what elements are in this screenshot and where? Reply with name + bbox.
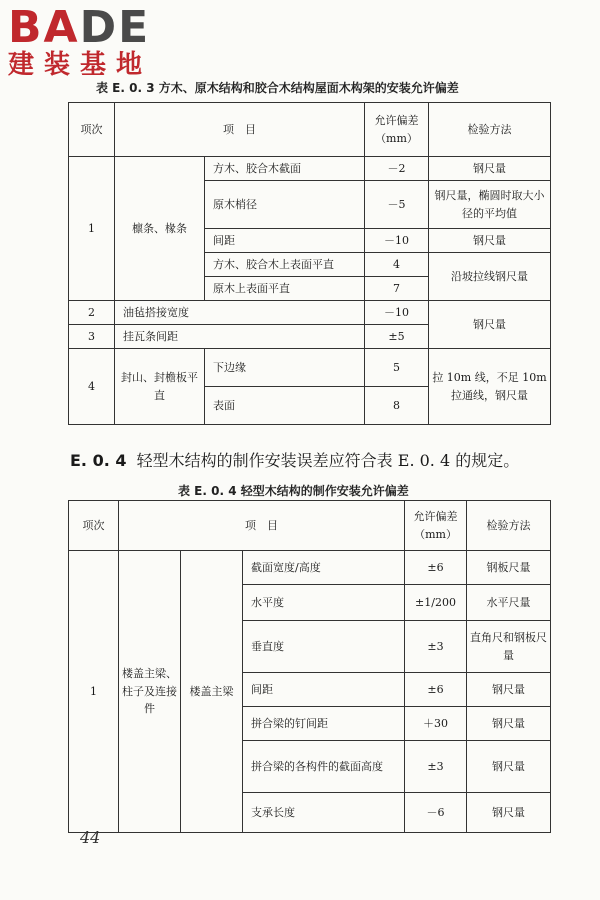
cell-method: 拉 10m 线，不足 10m 拉通线，钢尺量 [429,349,551,425]
cell-item: 拼合梁的各构件的截面高度 [243,741,405,793]
cell-subitem: 方木、胶合木上表面平直 [205,253,365,277]
site-logo [8,2,153,80]
header-tolerance: 允许偏差（mm） [405,501,467,551]
cell-subitem: 方木、胶合木截面 [205,157,365,181]
cell-tolerance: 4 [365,253,429,277]
cell-method: 钢尺量 [467,673,551,707]
cell-tolerance: －10 [365,229,429,253]
logo-rest-text: DE [79,2,151,53]
cell-subitem: 间距 [205,229,365,253]
cell-method: 钢尺量 [429,229,551,253]
cell-tolerance: 7 [365,277,429,301]
cell-no: 1 [69,551,119,833]
cell-method: 钢尺量 [429,301,551,349]
cell-tolerance: ＋30 [405,707,467,741]
cell-tolerance: ±3 [405,741,467,793]
clause-e04 [70,448,570,471]
cell-method: 钢板尺量 [467,551,551,585]
cell-tolerance: ±6 [405,551,467,585]
cell-tolerance: ±6 [405,673,467,707]
table-row [69,349,551,387]
cell-tolerance: －10 [365,301,429,325]
cell-no: 1 [69,157,115,301]
cell-tolerance: ±1/200 [405,585,467,621]
cell-method: 钢尺量 [467,741,551,793]
table-row [69,157,551,181]
header-item: 项 目 [119,501,405,551]
cell-tolerance: ±3 [405,621,467,673]
cell-subitem: 表面 [205,387,365,425]
header-item: 项 目 [115,103,365,157]
header-method: 检验方法 [429,103,551,157]
cell-item: 支承长度 [243,793,405,833]
header-no: 项次 [69,501,119,551]
cell-item: 截面宽度/高度 [243,551,405,585]
cell-tolerance: ±5 [365,325,429,349]
header-no: 项次 [69,103,115,157]
cell-method: 钢尺量 [429,157,551,181]
cell-method: 沿坡拉线钢尺量 [429,253,551,301]
cell-method: 水平尺量 [467,585,551,621]
table2-header-row [69,501,551,551]
cell-item: 拼合梁的钉间距 [243,707,405,741]
header-method: 检验方法 [467,501,551,551]
cell-no: 2 [69,301,115,325]
cell-tolerance: 8 [365,387,429,425]
logo-subtitle: 建装基地 [8,50,153,80]
clause-text: 轻型木结构的制作安装误差应符合表 E. 0. 4 的规定。 [136,451,520,470]
cell-item: 水平度 [243,585,405,621]
cell-group: 檩条、椽条 [115,157,205,301]
cell-method: 直角尺和钢板尺量 [467,621,551,673]
cell-subitem: 原木上表面平直 [205,277,365,301]
table-e04 [68,500,551,833]
cell-method: 钢尺量 [467,707,551,741]
cell-tolerance: －5 [365,181,429,229]
table-row [69,551,551,585]
cell-method: 钢尺量 [467,793,551,833]
table2-caption: 表 E. 0. 4 轻型木结构的制作安装允许偏差 [178,484,409,498]
cell-group: 封山、封檐板平直 [115,349,205,425]
clause-label: E. 0. 4 [70,451,127,470]
cell-group: 楼盖主梁、柱子及连接件 [119,551,181,833]
cell-subgroup: 楼盖主梁 [181,551,243,833]
cell-no: 3 [69,325,115,349]
cell-subitem: 下边缘 [205,349,365,387]
cell-tolerance: －6 [405,793,467,833]
table1-header-row [69,103,551,157]
logo-wordmark [8,2,152,53]
table-row [69,301,551,325]
cell-item: 挂瓦条间距 [115,325,365,349]
logo-accent-text: BA [8,2,80,53]
page-number: 44 [80,828,101,847]
table-e03 [68,102,551,425]
cell-item: 间距 [243,673,405,707]
cell-tolerance: 5 [365,349,429,387]
header-tolerance: 允许偏差（mm） [365,103,429,157]
cell-item: 垂直度 [243,621,405,673]
cell-item: 油毡搭接宽度 [115,301,365,325]
cell-subitem: 原木梢径 [205,181,365,229]
cell-method: 钢尺量，椭圆时取大小径的平均值 [429,181,551,229]
cell-tolerance: －2 [365,157,429,181]
table1-caption: 表 E. 0. 3 方木、原木结构和胶合木结构屋面木构架的安装允许偏差 [96,81,459,95]
cell-no: 4 [69,349,115,425]
